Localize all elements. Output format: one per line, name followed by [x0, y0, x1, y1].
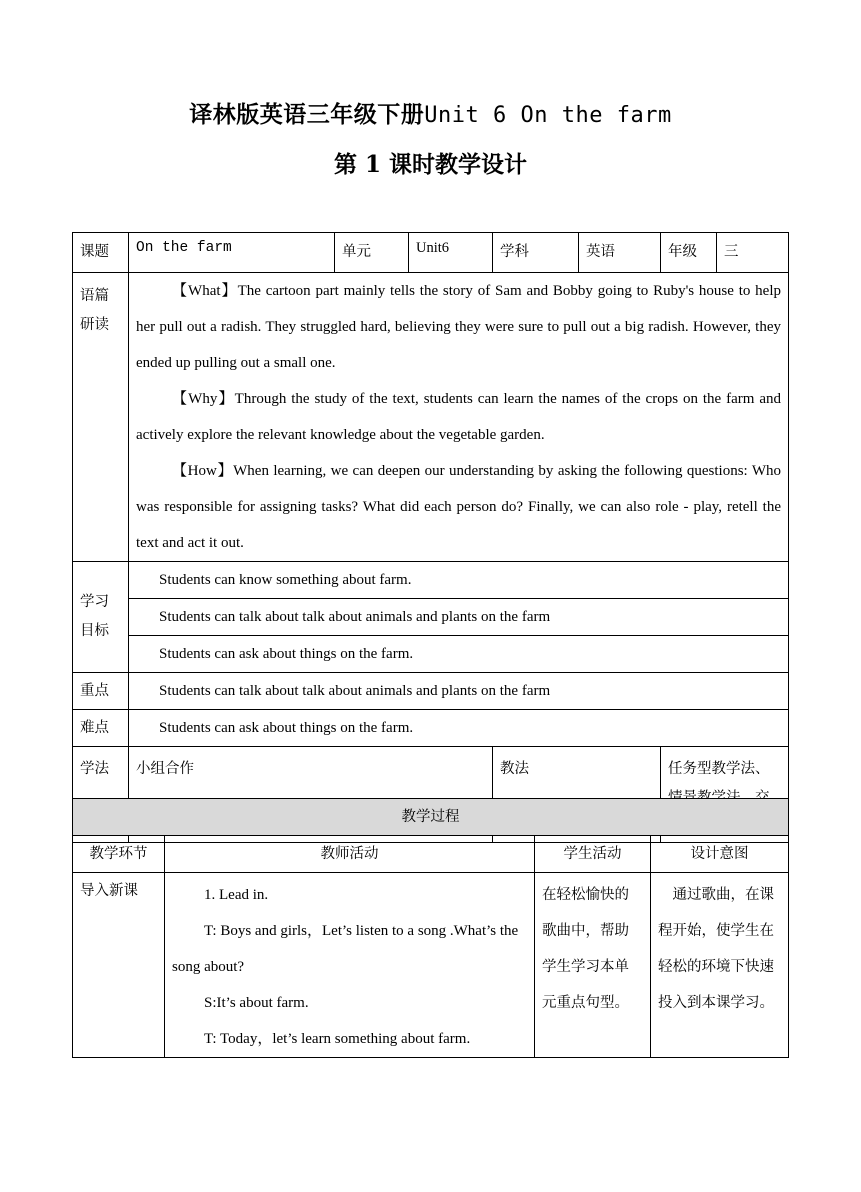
- reading-content: [129, 273, 789, 562]
- design-intent: 通过歌曲，在课程开始，使学生在轻松的环境下快速投入到本课学习。: [651, 873, 789, 1058]
- difficult-point-label: 难点: [73, 710, 129, 747]
- teacher-line: S:It’s about farm.: [204, 995, 309, 1011]
- difficult-point-row: [73, 710, 789, 747]
- grade-label: 年级: [661, 233, 717, 273]
- col-teacher: 教师活动: [165, 836, 535, 873]
- teacher-line: T: Today，let’s learn something about farm.: [204, 1031, 471, 1047]
- objective-item: Students can know something about farm.: [129, 562, 789, 599]
- key-point-row: [73, 673, 789, 710]
- process-header-row: [73, 799, 789, 836]
- unit-label: 单元: [335, 233, 409, 273]
- subject-label: 学科: [493, 233, 579, 273]
- topic-label: 课题: [73, 233, 129, 273]
- student-activity: 在轻松愉快的歌曲中，帮助学生学习本单元重点句型。: [535, 873, 651, 1058]
- key-point-label: 重点: [73, 673, 129, 710]
- learn-method-label: 学法: [73, 747, 129, 843]
- reading-row: [73, 273, 789, 562]
- teacher-line: T: Boys and girls，Let’s listen to a song .What’s the song about?: [172, 923, 519, 975]
- subject-value: 英语: [579, 233, 661, 273]
- topic-value: On the farm: [129, 233, 335, 273]
- reading-how: 【How】When learning, we can deepen our understanding by asking the following questions: Who was responsible for assigning tasks? What did each person do? Finally, we can also role - play, retell the text and act it out.: [136, 463, 781, 551]
- learn-method-value: 小组合作: [129, 747, 493, 843]
- objective-item: Students can talk about talk about animals and plants on the farm: [129, 599, 789, 636]
- lesson-info-table: [72, 232, 789, 843]
- reading-why: 【Why】Through the study of the text, students can learn the names of the crops on the farm and actively explore the relevant knowledge about the vegetable garden.: [136, 391, 781, 443]
- objective-row: [73, 562, 789, 599]
- process-columns-row: [73, 836, 789, 873]
- document-subtitle: 第 1 课时教学设计: [333, 151, 528, 178]
- col-student: 学生活动: [535, 836, 651, 873]
- document-title: [0, 96, 861, 129]
- reading-what: 【What】The cartoon part mainly tells the story of Sam and Bobby going to Ruby's house to help her pull out a radish. They struggled hard, believing they were sure to pull out a big radish. However, they ended up pulling out a small one.: [136, 283, 781, 371]
- key-point-text: Students can talk about talk about animals and plants on the farm: [129, 673, 789, 710]
- info-row: [73, 233, 789, 273]
- teacher-activity: [165, 873, 535, 1058]
- objective-row: [73, 636, 789, 673]
- unit-value: Unit6: [409, 233, 493, 273]
- teach-method-value: 任务型教学法、: [661, 747, 789, 843]
- col-intent: 设计意图: [651, 836, 789, 873]
- difficult-point-text: Students can ask about things on the farm.: [129, 710, 789, 747]
- process-row: [73, 873, 789, 1058]
- col-stage: 教学环节: [73, 836, 165, 873]
- objective-row: [73, 599, 789, 636]
- teacher-line: 1. Lead in.: [204, 887, 269, 903]
- process-table: [72, 798, 789, 1058]
- reading-label: 语篇研读: [73, 273, 129, 562]
- stage-name: 导入新课: [73, 873, 165, 1058]
- objective-item: Students can ask about things on the farm.: [129, 636, 789, 673]
- teach-method-label: 教法: [493, 747, 661, 843]
- grade-value: 三: [717, 233, 789, 273]
- objectives-label: 学习目标: [73, 562, 129, 673]
- process-header: 教学过程: [73, 799, 789, 836]
- title-cn: 译林版英语三年级下册: [189, 101, 425, 128]
- title-en: Unit 6 On the farm: [424, 103, 672, 128]
